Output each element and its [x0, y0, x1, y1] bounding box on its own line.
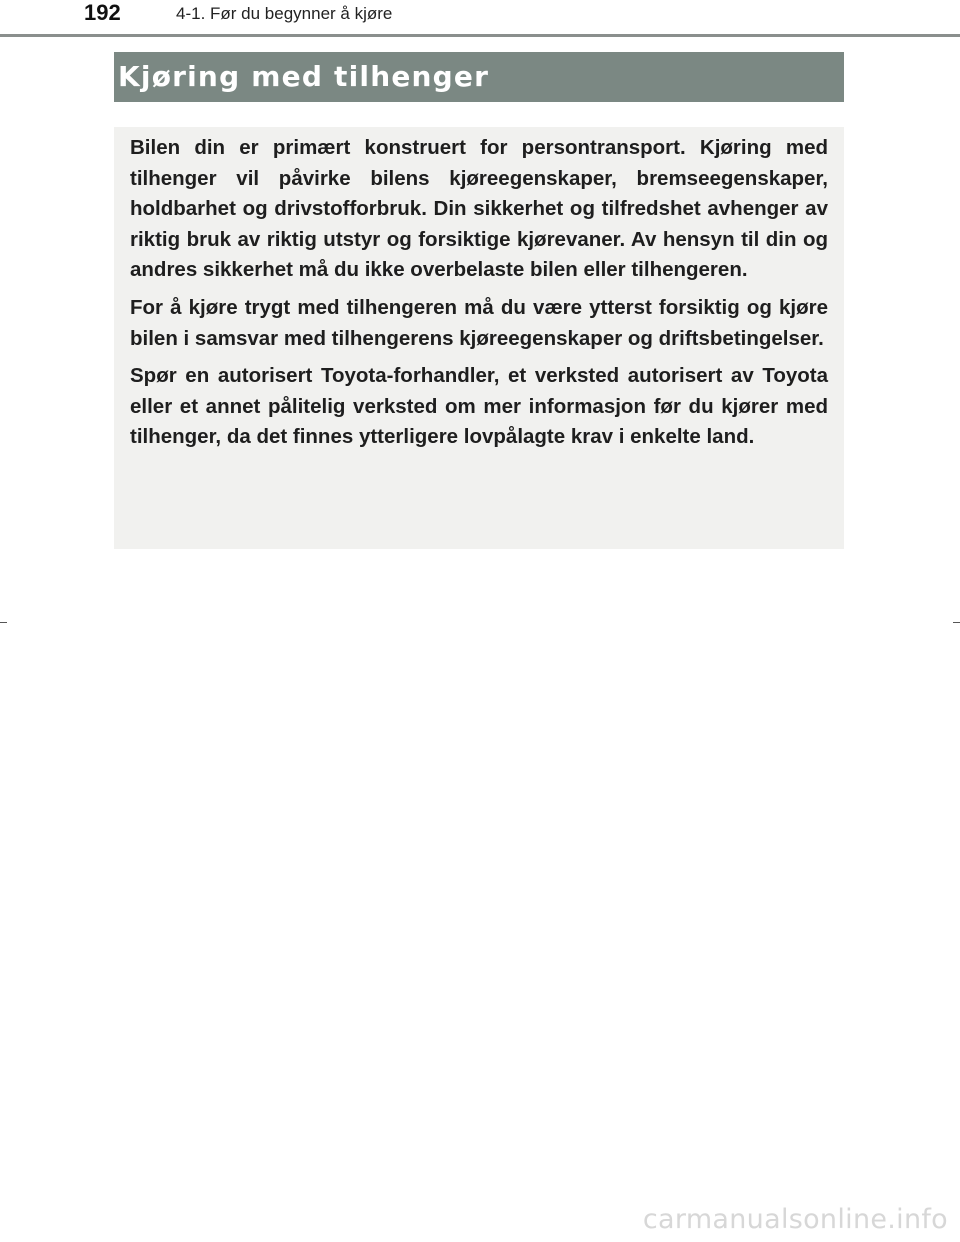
intro-paragraph: For å kjøre trygt med tilhengeren må du være ytterst forsiktig og kjøre bilen i samsvar med tilhengerens kjøreegenskaper og driftsbetingelser.: [130, 295, 828, 350]
header-divider: [0, 34, 960, 37]
section-title: Kjøring med tilhenger: [118, 60, 490, 93]
section-title-bar: [114, 52, 844, 102]
watermark: carmanualsonline.info: [642, 1204, 948, 1235]
intro-paragraph: Bilen din er primært konstruert for persontransport. Kjøring med tilhenger vil påvirke bilens kjøreegenskaper, bremseegenskaper, holdbarhet og drivstofforbruk. Din sikkerhet og tilfredshet avhenger av riktig bruk av riktig utstyr og forsiktige kjørevaner. Av hensyn til din og andres sikkerhet må du ikke overbelaste bilen eller tilhengeren.: [130, 136, 828, 282]
page-header: [0, 0, 960, 36]
crop-mark-left: [0, 622, 7, 623]
intro-paragraph: Spør en autorisert Toyota-forhandler, et verksted autorisert av Toyota eller et annet pålitelig verksted om mer informasjon før du kjører med tilhenger, da det finnes ytterligere lovpålagte krav i enkelte land.: [130, 364, 828, 449]
crop-mark-right: [953, 622, 960, 623]
page-number: 192: [84, 0, 121, 25]
intro-box: [114, 127, 844, 549]
section-label: 4-1. Før du begynner å kjøre: [176, 4, 393, 23]
